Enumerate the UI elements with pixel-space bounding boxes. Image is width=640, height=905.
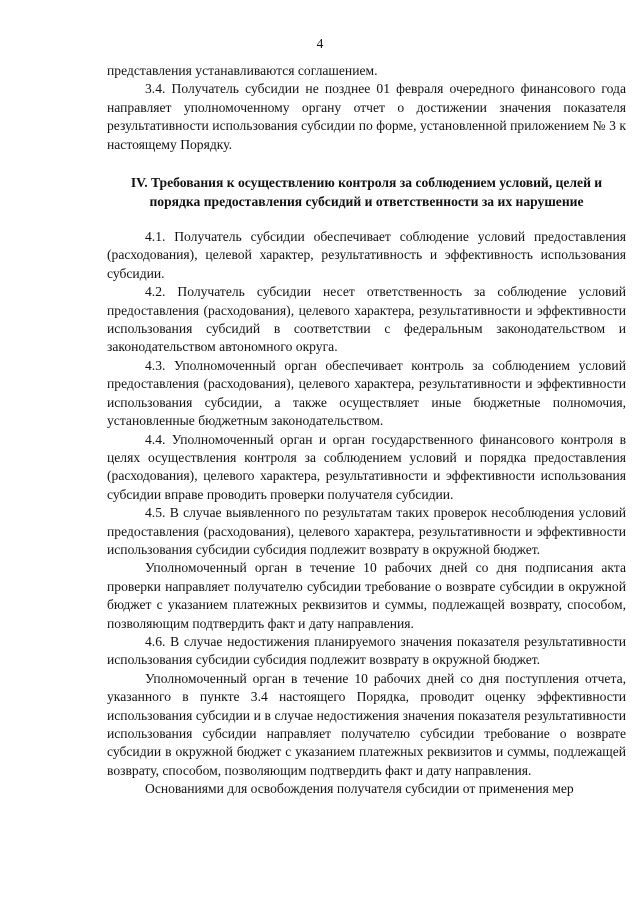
paragraph-3-4: 3.4. Получатель субсидии не позднее 01 февраля очередного финансового года направляет уполномоченному органу отчет о достижении значения показателя результативности использования субсидии по форме, установленной приложением № 3 к настоящему Порядку. <box>107 81 626 152</box>
paragraph-4-5: 4.5. В случае выявленного по результатам таких проверок несоблюдения условий предоставления (расходования), целевого характера, результативности и эффективности использования субсидии субсидия подлежит возврату в окружной бюджет. <box>107 505 626 557</box>
paragraph-4-1: 4.1. Получатель субсидии обеспечивает соблюдение условий предоставления (расходования), целевой характер, результативность и эффективность использования субсидии. <box>107 229 626 281</box>
paragraph-4-5-notice: Уполномоченный орган в течение 10 рабочих дней со дня подписания акта проверки направляет получателю субсидии требование о возврате субсидии в окружной бюджет с указанием платежных реквизитов и суммы, подлежащей возврату, способом, позволяющим подтвердить факт и дату направления. <box>107 560 626 631</box>
paragraph-4-6-notice: Уполномоченный орган в течение 10 рабочих дней со дня поступления отчета, указанного в пункте 3.4 настоящего Порядка, проводит оценку эффективности использования субсидии и в случае недостижения значения показателя результативности использования субсидии направляет получателю субсидии требование о возврате субсидии в окружной бюджет с указанием платежных реквизитов и суммы, подлежащей возврату, способом, позволяющим подтвердить факт и дату направления. <box>107 670 626 778</box>
paragraph-4-3: 4.3. Уполномоченный орган обеспечивает контроль за соблюдением условий предоставления (расходования), целевого характера, результативности и эффективности использования субсидии, а также осуществляет иные бюджетные полномочия, установленные бюджетным законодательством. <box>107 357 626 429</box>
section-heading: IV. Требования к осуществлению контроля за соблюдением условий, целей и порядка предоставления субсидий и ответственности за их нарушение <box>130 175 603 210</box>
paragraph-4-6: 4.6. В случае недостижения планируемого значения показателя результативности использования субсидии субсидия подлежит возврату в окружной бюджет. <box>107 633 626 668</box>
paragraph-4-4: 4.4. Уполномоченный орган и орган государственного финансового контроля в целях осуществления контроля за соблюдением условий и порядка предоставления (расходования), целевого характера, результативности и эффективности использования субсидии вправе проводить проверки получателя субсидии. <box>107 431 626 502</box>
paragraph-4-2: 4.2. Получатель субсидии несет ответственность за соблюдение условий предоставления (расходования), целевого характера, результативности и эффективности использования субсидий в соответствии с федеральным законодательством и законодательством автономного округа. <box>107 284 626 355</box>
paragraph: представления устанавливаются соглашением. <box>107 63 378 78</box>
paragraph-exemption: Основаниями для освобождения получателя субсидии от применения мер <box>145 781 574 797</box>
page-number: 4 <box>316 36 324 51</box>
document-body <box>107 62 626 799</box>
